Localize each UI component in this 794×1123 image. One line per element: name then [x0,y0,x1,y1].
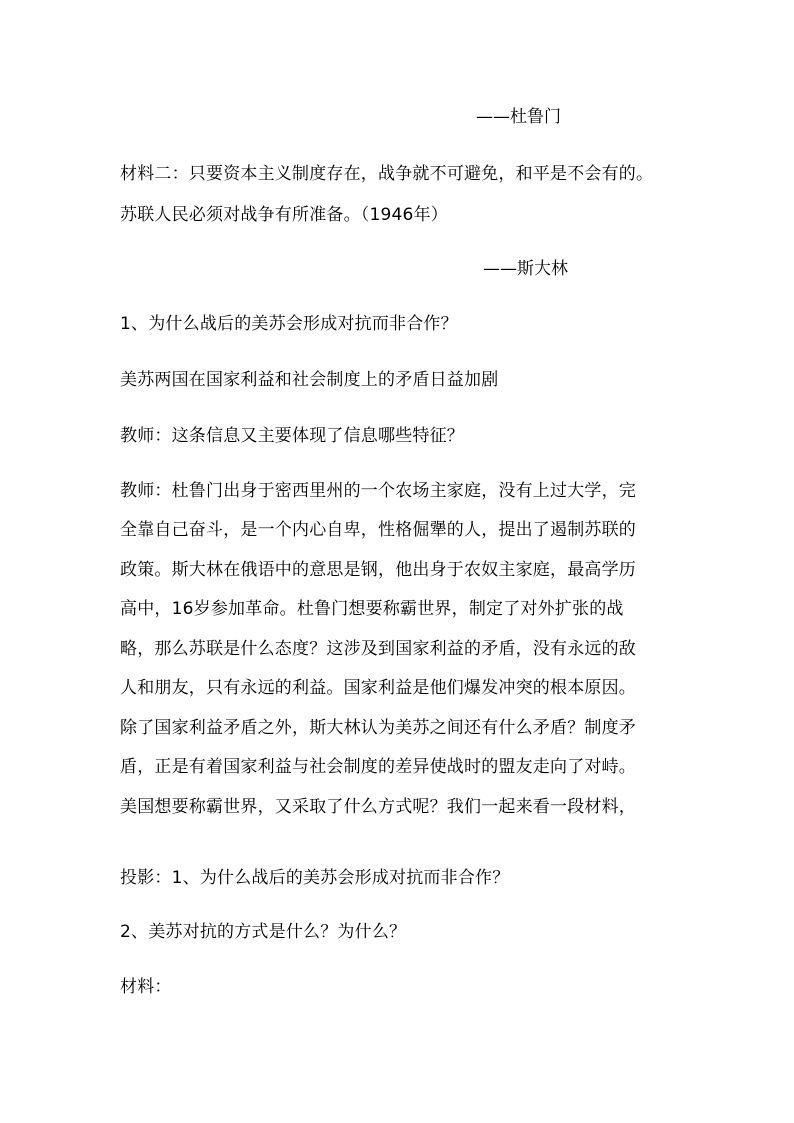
teacher-paragraph-line: 盾，正是有着国家利益与社会制度的差异使战时的盟友走向了对峙。 [120,757,636,777]
question-1: 1、为什么战后的美苏会形成对抗而非合作？ [120,314,458,334]
answer-1: 美苏两国在国家利益和社会制度上的矛盾日益加剧 [120,370,499,390]
teacher-paragraph-line: 高中，16岁参加革命。杜鲁门想要称霸世界，制定了对外扩张的战 [120,599,624,619]
teacher-question: 教师：这条信息又主要体现了信息哪些特征？ [120,426,464,446]
question-2: 2、美苏对抗的方式是什么？为什么？ [120,922,407,942]
teacher-paragraph-line: 全靠自己奋斗，是一个内心自卑，性格倔犟的人，提出了遏制苏联的 [120,520,636,540]
material-2-line-2: 苏联人民必须对战争有所准备。（1946年） [120,205,448,225]
teacher-paragraph-line: 政策。斯大林在俄语中的意思是钢，他出身于农奴主家庭，最高学历 [120,560,636,580]
teacher-paragraph-line: 略，那么苏联是什么态度？这涉及到国家利益的矛盾，没有永远的敌 [120,639,636,659]
teacher-paragraph-line: 人和朋友，只有永远的利益。国家利益是他们爆发冲突的根本原因。 [120,678,636,698]
teacher-paragraph-line: 美国想要称霸世界，又采取了什么方式呢？我们一起来看一段材料， [120,797,636,817]
projection-question: 投影：1、为什么战后的美苏会形成对抗而非合作？ [120,868,510,888]
teacher-paragraph-line: 教师：杜鲁门出身于密西里州的一个农场主家庭，没有上过大学，完 [120,481,636,501]
material-2-line-1: 材料二：只要资本主义制度存在，战争就不可避免，和平是不会有的。 [120,164,654,184]
signature-stalin: ——斯大林 [483,259,568,279]
material-label: 材料： [120,977,172,997]
signature-truman: ——杜鲁门 [476,107,561,127]
teacher-paragraph-line: 除了国家利益矛盾之外，斯大林认为美苏之间还有什么矛盾？制度矛 [120,718,636,738]
